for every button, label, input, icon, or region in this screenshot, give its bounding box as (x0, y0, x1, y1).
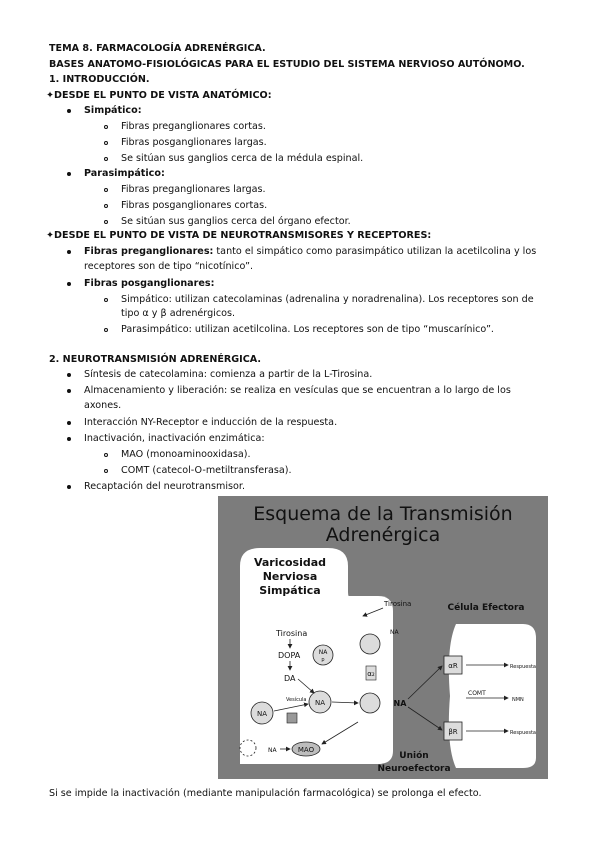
junction-label-1: Unión (399, 751, 429, 761)
circle-bullet-icon (104, 453, 108, 457)
list-item: Fibras preganglionares largas. (121, 184, 266, 195)
junction-label-2: Neuroefectora (377, 764, 451, 774)
list-item: Almacenamiento y liberación: se realiza en vesículas que se encuentran a lo largo de los (84, 385, 511, 396)
vesicle-p-label: p (321, 657, 325, 663)
free-na-text: NA (256, 710, 268, 718)
list-item: Recaptación del neurotransmisor. (84, 481, 245, 492)
pre-fibers-paragraph: Fibras preganglionares: tanto el simpático como parasimpático utilizan la acetilcolina y los (84, 246, 537, 257)
list-item: MAO (monoaminooxidasa). (121, 449, 251, 460)
vesicle-na-text: NA (314, 699, 326, 707)
anatomic-heading: ✦DESDE EL PUNTO DE VISTA ANATÓMICO: (46, 90, 272, 101)
bullet-icon (67, 109, 71, 113)
tyrosine-top-label: Tirosina (384, 600, 412, 608)
vesicle-label: Vesícula (286, 697, 307, 703)
circle-bullet-icon (104, 125, 108, 129)
circle-bullet-icon (104, 298, 108, 302)
dopa-label: DOPA (278, 651, 301, 660)
list-item: Interacción NY-Receptor e inducción de la respuesta. (84, 417, 338, 428)
list-item-continuation: axones. (84, 400, 122, 411)
vesicle-na-label: NA (318, 649, 328, 656)
list-item: Se sitúan sus ganglios cerca del órgano efector. (121, 216, 351, 227)
bullet-icon (67, 437, 71, 441)
list-item: Se sitúan sus ganglios cerca de la médula espinal. (121, 153, 364, 164)
varicosity-label-1: Varicosidad (253, 556, 327, 569)
tyrosine-label: Tirosina (276, 629, 308, 638)
circle-bullet-icon (104, 469, 108, 473)
nmn-label: NMN (512, 697, 524, 703)
release-na-label: NA (390, 629, 399, 636)
simpatico-label: Simpático: (84, 105, 142, 116)
list-item: Inactivación, inactivación enzimática: (84, 433, 265, 444)
star-icon: ✦ (46, 230, 55, 241)
release-vesicle-bottom (360, 693, 380, 713)
comt-label: COMT (468, 690, 486, 697)
parasimpatico-label: Parasimpático: (84, 168, 165, 179)
response-label-beta: Respuesta (510, 730, 536, 736)
neuro-heading: ✦DESDE EL PUNTO DE VISTA DE NEUROTRANSMISORES Y RECEPTORES: (46, 230, 432, 241)
bullet-icon (67, 485, 71, 489)
circle-bullet-icon (104, 328, 108, 332)
list-item: Síntesis de catecolamina: comienza a partir de la L-Tirosina. (84, 369, 373, 380)
effector-cell-label: Célula Efectora (447, 603, 525, 613)
adrenergic-transmission-diagram (218, 496, 548, 779)
beta-receptor-label: βR (448, 728, 458, 736)
release-vesicle-top (360, 634, 380, 654)
bullet-icon (67, 250, 71, 254)
circle-bullet-icon (104, 204, 108, 208)
pos-fibers-label: Fibras posganglionares: (84, 278, 215, 289)
effector-cell-shape (449, 624, 536, 768)
star-icon: ✦ (46, 90, 55, 101)
circle-bullet-icon (104, 157, 108, 161)
circle-bullet-icon (104, 220, 108, 224)
list-item: COMT (catecol-O-metiltransferasa). (121, 465, 292, 476)
list-item: Simpático: utilizan catecolaminas (adrenalina y noradrenalina). Los receptores son de (121, 294, 534, 305)
list-item: Fibras posganglionares largas. (121, 137, 267, 148)
circle-bullet-icon (104, 188, 108, 192)
transporter-square (287, 713, 297, 723)
figure-caption: Si se impide la inactivación (mediante manipulación farmacológica) se prolonga el efecto. (49, 788, 482, 799)
response-label-alpha: Respuesta (510, 664, 536, 670)
diagram-title-line-2: Adrenérgica (325, 524, 441, 546)
section-1-title: 1. INTRODUCCIÓN. (49, 74, 150, 85)
document-title: TEMA 8. FARMACOLOGÍA ADRENÉRGICA. (49, 43, 266, 54)
varicosity-label-2: Nerviosa (262, 570, 318, 583)
varicosity-label-3: Simpática (259, 584, 321, 597)
bullet-icon (67, 172, 71, 176)
synaptic-na-label: NA (393, 699, 407, 708)
alpha2-label: α₂ (367, 670, 375, 678)
alpha-receptor-label: αR (448, 662, 458, 670)
dopamine-label: DA (284, 674, 296, 683)
section-2-title: 2. NEUROTRANSMISIÓN ADRENÉRGICA. (49, 354, 262, 365)
pre-fibers-continuation: receptores son de tipo “nicotínico”. (84, 261, 254, 272)
mao-na-label: NA (268, 747, 277, 754)
circle-bullet-icon (104, 141, 108, 145)
document-subtitle: BASES ANATOMO-FISIOLÓGICAS PARA EL ESTUDIO DEL SISTEMA NERVIOSO AUTÓNOMO. (49, 59, 525, 70)
mao-label: MAO (297, 746, 315, 754)
bullet-icon (67, 421, 71, 425)
list-item-continuation: tipo α y β adrenérgicos. (121, 308, 236, 319)
list-item: Fibras preganglionares cortas. (121, 121, 266, 132)
list-item: Parasimpático: utilizan acetilcolina. Los receptores son de tipo “muscarínico”. (121, 324, 494, 335)
bullet-icon (67, 282, 71, 286)
bullet-icon (67, 373, 71, 377)
diagram-title-line-1: Esquema de la Transmisión (253, 503, 513, 525)
bullet-icon (67, 389, 71, 393)
list-item: Fibras posganglionares cortas. (121, 200, 268, 211)
